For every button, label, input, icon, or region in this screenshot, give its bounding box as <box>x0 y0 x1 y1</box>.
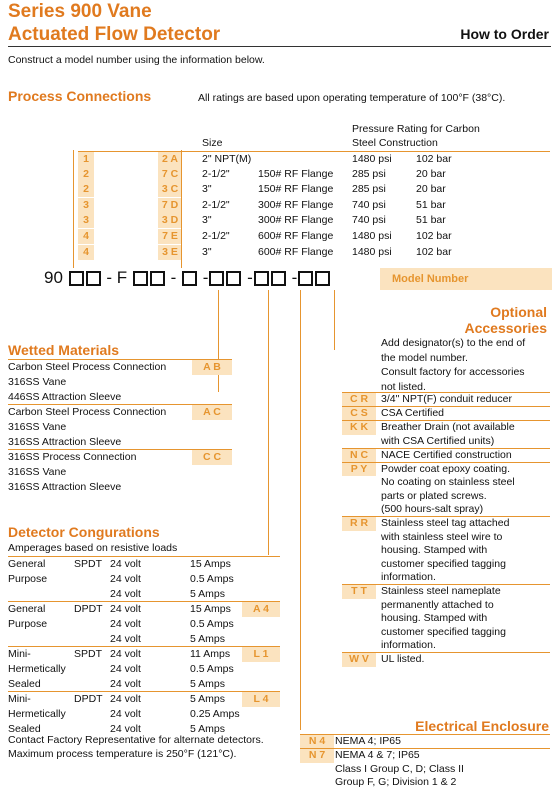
detector-switch: DPDT <box>74 693 103 705</box>
wetted-code: A C <box>192 405 232 420</box>
detector-amps: 15 Amps <box>190 603 231 615</box>
electrical-enclosure-title: Electrical Enclosure <box>415 718 549 734</box>
process-code-1: 3 <box>78 198 94 213</box>
accessory-code: P Y <box>342 463 376 477</box>
accessory-description <box>381 653 551 667</box>
accessory-line: UL listed. <box>381 653 425 665</box>
process-code-1: 1 <box>78 152 94 167</box>
detector-name: Hermetically <box>8 663 66 675</box>
detector-code: L 1 <box>242 647 280 662</box>
accessory-line: Stainless steel nameplate <box>381 585 501 597</box>
accessory-description <box>381 517 551 585</box>
detector-group <box>8 691 280 737</box>
enclosure-line: NEMA 4 & 7; IP65 <box>335 749 420 761</box>
detector-name: Sealed <box>8 678 41 690</box>
model-box <box>209 271 224 286</box>
process-row <box>78 245 550 260</box>
detector-footer-1: Contact Factory Representative for alternate detectors. <box>8 734 264 746</box>
process-size: 3" <box>202 214 212 227</box>
accessory-line: parts or plated screws. <box>381 489 487 502</box>
process-psi: 1480 psi <box>352 245 392 258</box>
process-code-1: 2 <box>78 167 94 182</box>
detector-switch: DPDT <box>74 603 103 615</box>
process-bar: 102 bar <box>416 153 452 165</box>
detector-amps: 5 Amps <box>190 693 226 705</box>
detector-amps: 0.25 Amps <box>190 708 240 720</box>
wetted-row <box>8 449 232 495</box>
detector-amps: 11 Amps <box>190 648 231 660</box>
model-box <box>254 271 269 286</box>
detector-volt: 24 volt <box>110 588 141 600</box>
connector-line <box>181 150 182 268</box>
accessory-line: (500 hours-salt spray) <box>381 503 484 515</box>
detector-group <box>8 556 280 602</box>
wetted-line: Carbon Steel Process Connection <box>8 406 167 418</box>
detector-group <box>8 646 280 692</box>
process-size: 3" <box>202 183 212 196</box>
enclosure-line: NEMA 4; IP65 <box>335 735 401 747</box>
accessory-item <box>342 420 550 448</box>
wetted-line: 316SS Vane <box>8 421 67 433</box>
accessory-code: C R <box>342 393 376 407</box>
accessory-line: NACE Certified construction <box>381 448 512 461</box>
detector-amps: 0.5 Amps <box>190 618 234 630</box>
process-code-2: 7 C <box>158 167 182 182</box>
accessory-description <box>381 449 551 463</box>
size-header: Size <box>202 137 223 149</box>
process-code-1: 2 <box>78 182 94 197</box>
accessory-item <box>342 392 550 407</box>
accessory-line: information. <box>381 639 436 651</box>
accessory-line: customer specified tagging <box>381 557 506 570</box>
accessory-line: information. <box>381 571 436 583</box>
accessory-line: Powder coat epoxy coating. <box>381 462 510 475</box>
detector-name: Mini- <box>8 648 31 660</box>
model-box <box>226 271 241 286</box>
enclosure-code: N 4 <box>300 735 334 749</box>
model-box <box>315 271 330 286</box>
process-row <box>78 167 550 182</box>
wetted-line: 316SS Vane <box>8 466 67 478</box>
model-f: F <box>116 268 128 287</box>
detector-amps: 5 Amps <box>190 633 226 645</box>
detector-amps: 0.5 Amps <box>190 573 234 585</box>
process-size: 2-1/2" <box>202 167 230 180</box>
pressure-header-2: Steel Construction <box>352 137 438 149</box>
process-code-2: 7 E <box>158 229 182 244</box>
accessory-code: W V <box>342 653 376 667</box>
how-to-order-heading: How to Order <box>460 26 549 42</box>
wetted-line: 316SS Vane <box>8 376 67 388</box>
process-bar: 102 bar <box>416 245 452 258</box>
accessory-item <box>342 406 550 421</box>
enclosure-item <box>300 748 550 790</box>
process-flange: 600# RF Flange <box>258 245 334 258</box>
accessory-description <box>381 407 551 421</box>
process-size: 2-1/2" <box>202 198 230 211</box>
intro-text: Construct a model number using the information below. <box>8 54 265 66</box>
process-psi: 1480 psi <box>352 153 392 165</box>
process-code-2: 3 C <box>158 182 182 197</box>
detector-volt: 24 volt <box>110 723 141 735</box>
process-psi: 1480 psi <box>352 230 392 242</box>
accessory-code: N C <box>342 449 376 463</box>
detector-name: Hermetically <box>8 708 66 720</box>
accessory-description <box>381 585 551 653</box>
accessory-line: permanently attached to <box>381 598 494 611</box>
process-size: 2-1/2" <box>202 230 230 242</box>
accessory-code: T T <box>342 585 376 599</box>
detector-volt: 24 volt <box>110 573 141 585</box>
accessory-line: Stainless steel tag attached <box>381 517 510 529</box>
wetted-materials-title: Wetted Materials <box>8 342 119 358</box>
accessory-line: customer specified tagging <box>381 625 506 638</box>
detector-volt: 24 volt <box>110 603 141 615</box>
process-bar: 20 bar <box>416 183 446 196</box>
detector-code: A 4 <box>242 602 280 617</box>
enclosure-description <box>335 735 545 749</box>
model-box <box>150 271 165 286</box>
accessory-item <box>342 584 550 653</box>
process-psi: 740 psi <box>352 198 386 211</box>
detector-name: General <box>8 603 46 615</box>
detector-group <box>8 601 280 647</box>
wetted-line: 316SS Process Connection <box>8 451 137 463</box>
connector-line <box>334 290 335 350</box>
process-code-1: 3 <box>78 213 94 228</box>
process-code-2: 3 E <box>158 245 182 260</box>
detector-amps: 5 Amps <box>190 678 226 690</box>
process-flange: 300# RF Flange <box>258 214 334 227</box>
accessory-code: C S <box>342 407 376 421</box>
wetted-code: A B <box>192 360 232 375</box>
optional-title-2: Accessories <box>464 320 547 336</box>
accessory-item <box>342 516 550 585</box>
detector-name: Purpose <box>8 618 48 630</box>
accessory-line: CSA Certified <box>381 407 445 419</box>
detector-code: L 4 <box>242 692 280 707</box>
wetted-row <box>8 359 232 405</box>
accessory-line: Breather Drain (not available <box>381 421 515 433</box>
header-rule <box>8 46 551 47</box>
enclosure-item <box>300 734 550 749</box>
process-code-2: 3 D <box>158 213 182 228</box>
model-prefix: 90 <box>44 268 63 287</box>
connector-line <box>300 290 301 730</box>
detector-amps: 5 Amps <box>190 723 226 735</box>
detector-footer-2: Maximum process temperature is 250°F (121°C). <box>8 748 237 760</box>
process-connections-title: Process Connections <box>8 88 152 104</box>
wetted-line: Carbon Steel Process Connection <box>8 361 167 373</box>
detector-volt: 24 volt <box>110 633 141 645</box>
detector-amps: 15 Amps <box>190 558 231 570</box>
accessory-item <box>342 462 550 517</box>
process-bar: 51 bar <box>416 214 446 227</box>
detector-volt: 24 volt <box>110 708 141 720</box>
connector-line <box>268 290 269 555</box>
detector-configurations-title: Detector Congurations <box>8 524 160 540</box>
process-flange: 150# RF Flange <box>258 183 334 196</box>
detector-subtitle: Amperages based on resistive loads <box>8 542 178 554</box>
accessory-line: No coating on stainless steel <box>381 476 515 488</box>
detector-volt: 24 volt <box>110 558 141 570</box>
detector-name: Sealed <box>8 723 41 735</box>
model-box <box>86 271 101 286</box>
wetted-code: C C <box>192 450 232 465</box>
enclosure-line: Group F, G; Division 1 & 2 <box>335 776 457 788</box>
title-line-2: Actuated Flow Detector <box>8 24 221 45</box>
wetted-line: 446SS Attraction Sleeve <box>8 391 122 403</box>
accessory-line: with stainless steel wire to <box>381 530 503 543</box>
accessory-line: housing. Stamped with <box>381 544 488 556</box>
process-code-2: 2 A <box>158 152 182 167</box>
process-row <box>78 229 550 244</box>
wetted-line: 316SS Attraction Sleeve <box>8 436 122 448</box>
enclosure-code: N 7 <box>300 749 334 763</box>
process-code-1: 4 <box>78 245 94 260</box>
detector-volt: 24 volt <box>110 663 141 675</box>
detector-volt: 24 volt <box>110 618 141 630</box>
process-row <box>78 151 550 167</box>
accessory-description <box>381 463 551 517</box>
enclosure-description <box>335 749 545 790</box>
process-size: 2" NPT(M) <box>202 153 252 165</box>
detector-amps: 0.5 Amps <box>190 663 234 675</box>
accessory-line: 3/4" NPT(F) conduit reducer <box>381 393 512 405</box>
detector-switch: SPDT <box>74 648 103 660</box>
process-psi: 285 psi <box>352 183 386 196</box>
process-flange: 300# RF Flange <box>258 198 334 211</box>
accessory-description <box>381 421 551 448</box>
process-flange: 600# RF Flange <box>258 230 334 242</box>
process-psi: 740 psi <box>352 214 386 227</box>
process-size: 3" <box>202 245 212 258</box>
model-box <box>182 271 197 286</box>
detector-volt: 24 volt <box>110 693 141 705</box>
model-box <box>133 271 148 286</box>
process-code-1: 4 <box>78 229 94 244</box>
accessory-code: R R <box>342 517 376 531</box>
detector-name: General <box>8 558 46 570</box>
optional-title-1: Optional <box>490 304 547 320</box>
accessory-item <box>342 448 550 463</box>
detector-volt: 24 volt <box>110 648 141 660</box>
accessory-description <box>381 393 551 407</box>
detector-volt: 24 volt <box>110 678 141 690</box>
process-bar: 51 bar <box>416 198 446 211</box>
process-row <box>78 198 550 213</box>
accessory-line: housing. Stamped with <box>381 612 488 624</box>
model-number-builder: 90 - F - - - - <box>44 268 331 288</box>
process-note: All ratings are based upon operating temperature of 100°F (38°C). <box>198 92 506 104</box>
process-code-2: 7 D <box>158 198 182 213</box>
model-box <box>271 271 286 286</box>
process-psi: 285 psi <box>352 167 386 180</box>
accessory-item <box>342 652 550 667</box>
detector-switch: SPDT <box>74 558 103 570</box>
model-box <box>69 271 84 286</box>
accessory-line: with CSA Certified units) <box>381 434 495 447</box>
process-bar: 102 bar <box>416 230 452 242</box>
wetted-line: 316SS Attraction Sleeve <box>8 481 122 493</box>
detector-name: Mini- <box>8 693 31 705</box>
process-bar: 20 bar <box>416 167 446 180</box>
process-flange: 150# RF Flange <box>258 167 334 180</box>
wetted-row <box>8 404 232 450</box>
process-row <box>78 182 550 197</box>
process-row <box>78 213 550 228</box>
model-box <box>298 271 313 286</box>
detector-name: Purpose <box>8 573 48 585</box>
title-line-1: Series 900 Vane <box>8 1 152 22</box>
connector-line <box>73 150 74 268</box>
accessory-code: K K <box>342 421 376 435</box>
optional-intro: Add designator(s) to the end of the model number. Consult factory for accessories not listed. <box>381 337 526 393</box>
enclosure-line: Class I Group C, D; Class II <box>335 762 464 775</box>
pressure-header-1: Pressure Rating for Carbon <box>352 123 480 135</box>
model-number-label: Model Number <box>380 268 552 290</box>
detector-amps: 5 Amps <box>190 588 226 600</box>
